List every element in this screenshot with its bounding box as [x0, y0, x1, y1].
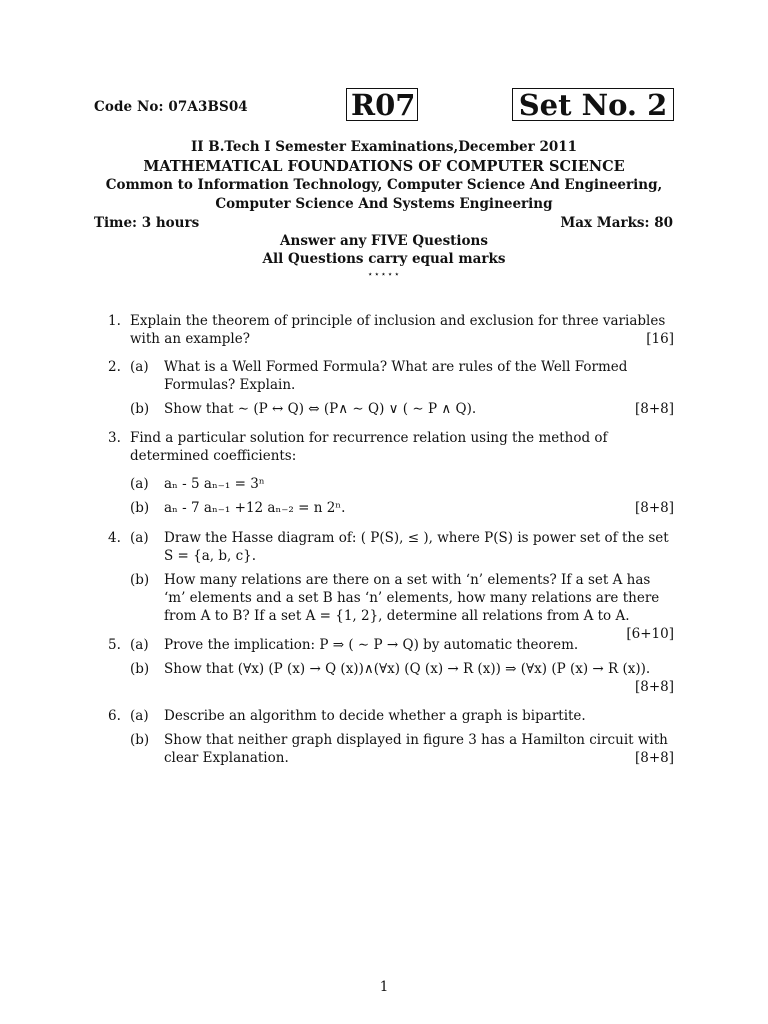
subquestion-text: aₙ - 7 aₙ₋₁ +12 aₙ₋₂ = n 2ⁿ.: [164, 500, 346, 516]
subquestion-b: [130, 660, 674, 696]
common-branches-line1: Common to Information Technology, Computer Science And Engineering,: [105, 177, 663, 193]
subquestion-label: (b): [130, 732, 150, 748]
question-number: 4.: [108, 530, 121, 546]
marks-label: [8+8]: [634, 679, 674, 695]
subquestion-text: Show that ∼ (P ↔ Q) ⇔ (P∧ ∼ Q) ∨ ( ∼ P ∧ Q).: [164, 401, 477, 417]
instruction-equal-marks: All Questions carry equal marks: [262, 251, 506, 267]
subquestion-label: (b): [130, 572, 150, 588]
question-number: 2.: [108, 359, 121, 375]
subquestion-a: [130, 475, 674, 493]
subquestion-text: Draw the Hasse diagram of: ( P(S), ≤ ), where P(S) is power set of the set S = {a, b, c}.: [164, 530, 669, 564]
question-text: Find a particular solution for recurrence relation using the method of determined coefficients:: [130, 430, 608, 464]
subquestion-b: [130, 731, 674, 767]
subquestion-label: (a): [130, 708, 149, 724]
question-text: Explain the theorem of principle of inclusion and exclusion for three variables with an example?: [130, 313, 666, 347]
regulation-box: R07: [346, 88, 418, 121]
question-number: 5.: [108, 637, 121, 653]
subquestion-label: (b): [130, 500, 150, 516]
question-5: [108, 636, 674, 696]
exam-time: Time: 3 hours: [94, 215, 200, 231]
subquestion-b: [130, 499, 674, 517]
subquestion-text: Show that neither graph displayed in figure 3 has a Hamilton circuit with clear Explanation.: [164, 732, 668, 766]
subquestion-label: (a): [130, 359, 149, 375]
page-number: 1: [379, 979, 389, 995]
instruction-answer-five: Answer any FIVE Questions: [280, 233, 488, 249]
separator-stars: ⋆⋆⋆⋆⋆: [367, 270, 401, 280]
subquestion-label: (a): [130, 637, 149, 653]
subquestion-text: aₙ - 5 aₙ₋₁ = 3ⁿ: [164, 476, 265, 492]
subquestion-label: (b): [130, 661, 150, 677]
subject-title: MATHEMATICAL FOUNDATIONS OF COMPUTER SCIENCE: [143, 158, 625, 175]
subquestion-label: (b): [130, 401, 150, 417]
code-number: Code No: 07A3BS04: [94, 99, 248, 115]
subquestion-label: (a): [130, 476, 149, 492]
subquestion-text: How many relations are there on a set with ‘n’ elements? If a set A has ‘m’ elements and a set B has ‘n’ elements, how many relations are there from A to B? If a set A = {1, 2}, determine all relations from A to A.: [164, 572, 660, 624]
subquestion-a: [130, 707, 674, 725]
marks-label: [16]: [646, 331, 674, 347]
marks-label: [8+8]: [634, 401, 674, 417]
subquestion-text: Describe an algorithm to decide whether a graph is bipartite.: [164, 708, 586, 724]
set-number-box: Set No. 2: [512, 88, 674, 121]
question-number: 6.: [108, 708, 121, 724]
marks-label: [6+10]: [626, 626, 674, 642]
subquestion-text: What is a Well Formed Formula? What are rules of the Well Formed Formulas? Explain.: [164, 359, 628, 393]
subquestion-b: [130, 571, 674, 642]
question-2: [108, 358, 674, 418]
question-number: 3.: [108, 430, 121, 446]
common-branches-line2: Computer Science And Systems Engineering: [215, 196, 553, 212]
marks-label: [8+8]: [634, 500, 674, 516]
question-4: [108, 529, 674, 643]
subquestion-a: [130, 529, 674, 565]
subquestion-text: Show that (∀x) (P (x) → Q (x))∧(∀x) (Q (x) → R (x)) ⇒ (∀x) (P (x) → R (x)).: [164, 661, 651, 677]
subquestion-a: [130, 636, 674, 654]
subquestion-a: [130, 358, 674, 394]
subquestion-text: Prove the implication: P ⇒ ( ∼ P → Q) by automatic theorem.: [164, 637, 579, 653]
subquestion-b: [130, 400, 674, 418]
question-number: 1.: [108, 313, 121, 329]
question-6: [108, 707, 674, 767]
question-1: [108, 312, 674, 348]
marks-label: [8+8]: [634, 750, 674, 766]
question-3: [108, 429, 674, 517]
exam-title: II B.Tech I Semester Examinations,December 2011: [190, 139, 578, 155]
subquestion-label: (a): [130, 530, 149, 546]
max-marks: Max Marks: 80: [560, 215, 673, 231]
